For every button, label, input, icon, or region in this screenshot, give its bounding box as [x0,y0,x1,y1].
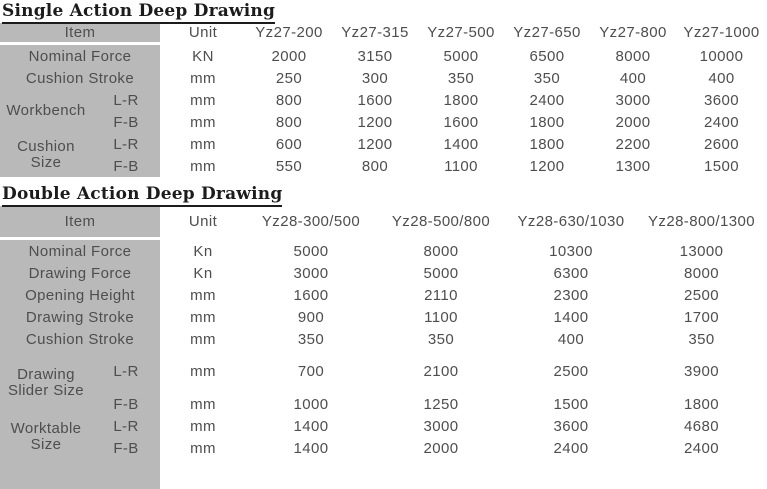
unit-cell: KN [192,47,214,65]
section-title-single-action [0,0,767,20]
value-cell: 1250 [423,395,459,413]
value-cell: 800 [361,157,389,175]
unit-cell: mm [190,91,216,109]
unit-cell [160,459,246,489]
value-cell: 3000 [293,264,329,282]
value-cell: 2500 [553,363,589,380]
sub-label-cell: L-R [92,89,160,111]
value-cell: 2400 [553,439,589,457]
value-cell: 400 [619,69,647,87]
value-cell: 1000 [293,395,329,413]
sub-label-cell: L-R [92,415,160,437]
unit-cell: mm [190,135,216,153]
value-cell: 10000 [699,47,744,65]
value-cell: 2100 [423,363,459,380]
value-cell [246,459,376,489]
value-cell: 1200 [529,157,565,175]
value-cell: 350 [688,330,715,348]
value-cell: 3000 [615,91,651,109]
table-row [0,111,767,133]
sub-label-cell: L-R [92,350,160,393]
value-cell: 5000 [423,264,459,282]
table-row [0,415,767,437]
value-cell: 2400 [684,439,719,457]
value-cell: 5000 [443,47,479,65]
unit-cell: Kn [193,264,213,282]
table-row [0,45,767,67]
table-row [0,306,767,328]
value-cell: 3600 [704,91,739,109]
value-cell: 1600 [357,91,393,109]
value-cell: 700 [297,363,325,380]
value-cell: 10300 [549,242,593,260]
truncated-row [0,459,767,489]
value-cell: 2000 [423,439,459,457]
model-header-cell: Yz28-500/800 [376,206,506,240]
table-row [0,262,767,284]
row-label-cell: Cushion Stroke [0,328,160,350]
value-cell: 350 [427,330,455,348]
value-cell: 1600 [443,113,479,131]
row-label-cell: Opening Height [0,284,160,306]
title-text: Single Action Deep Drawing [2,1,275,24]
table-row [0,284,767,306]
item-header-cell: Item [0,206,160,240]
value-cell: 6500 [529,47,565,65]
group-label-cell: Worktable Size [0,415,92,459]
value-cell: 2200 [615,135,651,153]
sub-label-cell: F-B [92,437,160,459]
model-header-cell: Yz28-300/500 [246,206,376,240]
value-cell: 1200 [357,113,393,131]
value-cell: 13000 [679,242,724,260]
value-cell: 300 [361,69,389,87]
table-row [0,350,767,393]
group-label-cell: Workbench [0,89,92,133]
value-cell: 800 [275,113,303,131]
section-single-action [0,0,767,177]
table-row [0,240,767,262]
value-cell: 2000 [271,47,307,65]
value-cell: 350 [533,69,561,87]
value-cell: 600 [275,135,303,153]
row-label-cell: Nominal Force [0,240,160,262]
value-cell [376,459,506,489]
value-cell: 4680 [684,417,719,435]
sub-label-cell: L-R [92,133,160,155]
value-cell: 1400 [443,135,479,153]
sub-label-cell: F-B [92,111,160,133]
model-header-cell: Yz28-630/1030 [506,206,636,240]
value-cell: 400 [708,69,735,87]
table-row [0,437,767,459]
value-cell: 3600 [553,417,589,435]
unit-cell: mm [190,286,216,304]
value-cell: 1800 [529,113,565,131]
unit-cell: mm [190,330,216,348]
single-action-table [0,23,767,177]
value-cell: 1100 [424,308,458,326]
table-row [0,89,767,111]
double-action-table [0,206,767,489]
value-cell [506,459,636,489]
item-header-cell: Item [0,23,160,45]
value-cell: 2300 [553,286,589,304]
row-label-cell [0,459,160,489]
value-cell: 1400 [293,439,329,457]
title-text: Double Action Deep Drawing [2,184,282,207]
value-cell: 2400 [529,91,565,109]
value-cell: 1500 [553,395,589,413]
unit-cell: mm [190,69,216,87]
value-cell: 2600 [704,135,739,153]
row-label-cell: Drawing Force [0,262,160,284]
model-header-cell: Yz27-650 [504,23,590,45]
section-title-double-action [0,177,767,203]
table-row [0,133,767,155]
group-label-cell: Cushion Size [0,133,92,177]
sub-label-cell: F-B [92,155,160,177]
unit-cell: mm [190,395,216,413]
unit-cell: mm [190,308,216,326]
value-cell: 1400 [553,308,589,326]
value-cell: 2000 [615,113,651,131]
header-row [0,206,767,240]
model-header-cell: Yz27-315 [332,23,418,45]
value-cell: 6300 [553,264,589,282]
table-row [0,67,767,89]
model-header-cell: Yz27-1000 [676,23,767,45]
value-cell: 900 [297,308,325,326]
section-double-action [0,177,767,489]
value-cell: 1200 [357,135,393,153]
value-cell: 8000 [423,242,459,260]
value-cell: 1100 [444,157,478,175]
model-header-cell: Yz27-800 [590,23,676,45]
row-label-cell: Drawing Stroke [0,306,160,328]
value-cell: 3900 [684,363,719,380]
value-cell: 1700 [684,308,719,326]
unit-cell: Kn [193,242,213,260]
table-row [0,393,767,415]
value-cell: 3150 [357,47,393,65]
value-cell: 8000 [684,264,719,282]
value-cell: 1600 [293,286,329,304]
sub-label-cell: F-B [92,393,160,415]
model-header-cell: Yz27-500 [418,23,504,45]
value-cell: 250 [275,69,303,87]
model-header-cell: Yz27-200 [246,23,332,45]
value-cell: 350 [297,330,325,348]
table-row [0,328,767,350]
value-cell: 8000 [615,47,651,65]
row-label-cell: Cushion Stroke [0,67,160,89]
value-cell: 350 [447,69,475,87]
header-row [0,23,767,45]
value-cell: 1400 [293,417,329,435]
unit-cell: mm [190,417,216,435]
value-cell [636,459,767,489]
value-cell: 550 [275,157,303,175]
model-header-cell: Yz28-800/1300 [636,206,767,240]
unit-cell: mm [190,439,216,457]
value-cell: 1800 [443,91,479,109]
row-label-cell: Nominal Force [0,45,160,67]
unit-header-cell: Unit [160,206,246,240]
unit-cell: mm [190,157,216,175]
unit-cell: mm [190,113,216,131]
group-label-cell: Drawing Slider Size [0,350,92,415]
unit-header-cell: Unit [160,23,246,45]
value-cell: 1800 [684,395,719,413]
unit-cell: mm [190,363,216,380]
value-cell: 400 [557,330,585,348]
value-cell: 1300 [615,157,651,175]
value-cell: 2500 [684,286,719,304]
value-cell: 3000 [423,417,459,435]
value-cell: 2400 [704,113,739,131]
value-cell: 1500 [704,157,739,175]
value-cell: 5000 [293,242,329,260]
table-row [0,155,767,177]
value-cell: 2110 [424,286,458,304]
value-cell: 800 [275,91,303,109]
value-cell: 1800 [529,135,565,153]
